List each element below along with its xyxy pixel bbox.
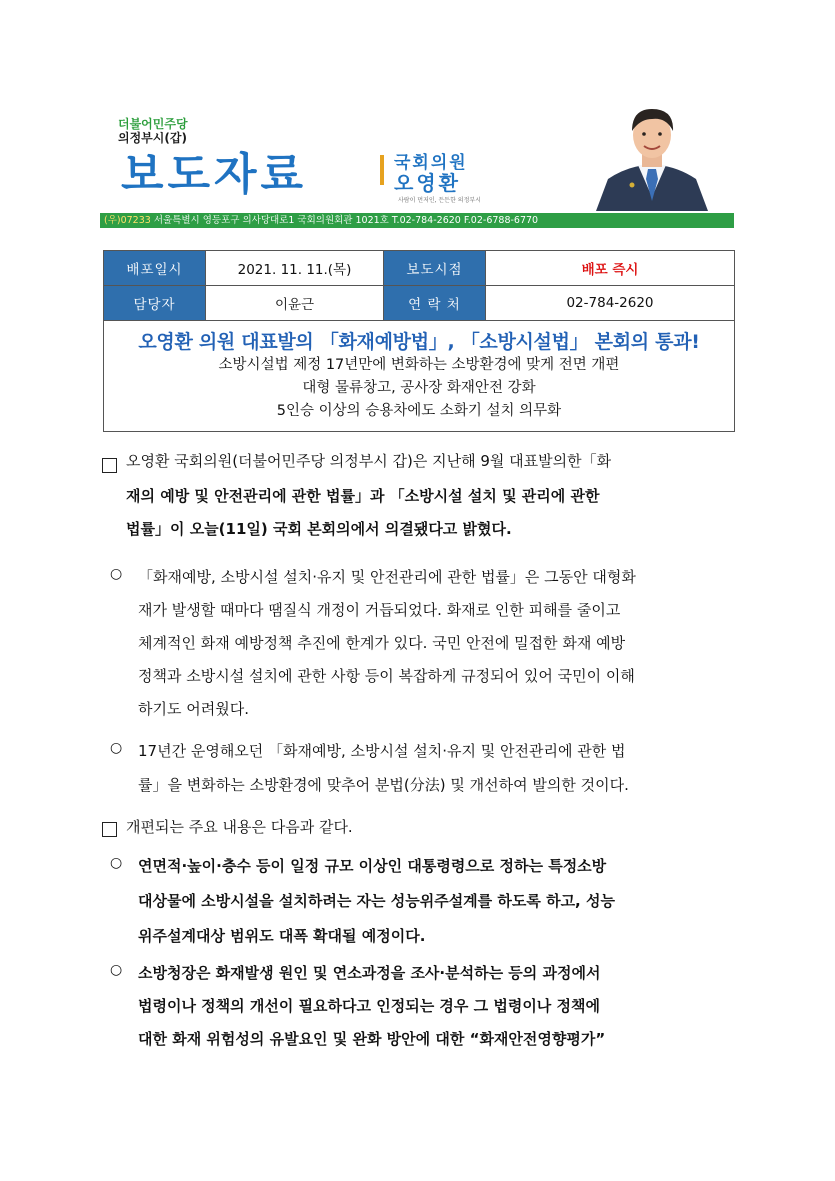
embargo-value: 배포 즉시 — [486, 251, 735, 286]
item-line: 체계적인 화재 예방정책 추진에 한계가 있다. 국민 안전에 밀접한 화재 예방 — [138, 634, 626, 652]
representative-photo — [586, 101, 718, 211]
district-name: 의정부시(갑) — [118, 131, 187, 145]
press-release-title: 보도자료 — [121, 149, 308, 200]
headline-sub: 대형 물류창고, 공사장 화재안전 강화 — [302, 380, 536, 396]
release-info-table — [103, 250, 735, 321]
paragraph-line: 개편되는 주요 내용은 다음과 같다. — [126, 818, 353, 836]
headline-box — [103, 319, 735, 432]
headline-main: 오영환 의원 대표발의 「화재예방법」, 「소방시설법」 본회의 통과! — [138, 331, 700, 353]
item-line: 「화재예방, 소방시설 설치·유지 및 안전관리에 관한 법률」은 그동안 대형화 — [138, 568, 636, 586]
representative-block — [394, 153, 468, 193]
manager-label: 담당자 — [104, 286, 206, 321]
rep-role: 국회의원 — [394, 153, 468, 173]
item-line: 연면적·높이·층수 등이 일정 규모 이상인 대통령령으로 정하는 특정소방 — [138, 857, 607, 875]
office-address: 서울특별시 영등포구 의사당대로1 국회의원회관 1021호 T.02-784-2620 F.02-6788-6770 — [153, 215, 539, 226]
title-divider — [380, 155, 384, 185]
item-line: 대상물에 소방시설을 설치하려는 자는 성능위주설계를 하도록 하고, 성능 — [138, 892, 615, 910]
item-line: 정책과 소방시설 설치에 관한 사항 등이 복잡하게 규정되어 있어 국민이 이해 — [138, 667, 635, 685]
paragraph-line: 재의 예방 및 안전관리에 관한 법률」과 「소방시설 설치 및 관리에 관한 — [126, 487, 600, 505]
paragraph-line: 오영환 국회의원(더불어민주당 의정부시 갑)은 지난해 9월 대표발의한「화 — [126, 452, 612, 470]
circle-bullet-icon: ○ — [110, 740, 123, 756]
contact-value: 02-784-2620 — [486, 286, 735, 321]
item-line: 대한 화재 위험성의 유발요인 및 완화 방안에 대한 “화재안전영향평가” — [138, 1030, 606, 1048]
address-bar — [100, 213, 734, 228]
square-bullet-icon — [102, 822, 117, 837]
slogan: 사람이 먼저인, 든든한 의정부시 — [398, 197, 481, 204]
circle-bullet-icon: ○ — [110, 855, 123, 871]
item-line: 17년간 운영해오던 「화재예방, 소방시설 설치·유지 및 안전관리에 관한 법 — [138, 742, 626, 760]
item-line: 소방청장은 화재발생 원인 및 연소과정을 조사·분석하는 등의 과정에서 — [138, 964, 601, 982]
item-line: 하기도 어려웠다. — [138, 700, 249, 718]
item-line: 위주설계대상 범위도 대폭 확대될 예정이다. — [138, 927, 426, 945]
contact-label: 연 락 처 — [384, 286, 486, 321]
square-bullet-icon — [102, 458, 117, 473]
headline-sub: 5인승 이상의 승용차에도 소화기 설치 의무화 — [276, 403, 562, 419]
party-name: 더불어민주당 — [118, 117, 188, 131]
embargo-label: 보도시점 — [384, 251, 486, 286]
date-label: 배포일시 — [104, 251, 206, 286]
paragraph-line: 법률」이 오늘(11일) 국회 본회의에서 의결됐다고 밝혔다. — [126, 520, 512, 538]
party-logo — [118, 117, 188, 145]
rep-name: 오영환 — [394, 171, 461, 195]
circle-bullet-icon: ○ — [110, 962, 123, 978]
item-line: 법령이나 정책의 개선이 필요하다고 인정되는 경우 그 법령이나 정책에 — [138, 997, 600, 1015]
item-line: 률」을 변화하는 소방환경에 맞추어 분법(分法) 및 개선하여 발의한 것이다. — [138, 776, 629, 794]
circle-bullet-icon: ○ — [110, 566, 123, 582]
date-value: 2021. 11. 11.(목) — [206, 251, 384, 286]
manager-value: 이윤근 — [206, 286, 384, 321]
headline-sub: 소방시설법 제정 17년만에 변화하는 소방환경에 맞게 전면 개편 — [218, 357, 620, 373]
postcode: (우)07233 — [104, 215, 151, 226]
item-line: 재가 발생할 때마다 땜질식 개정이 거듭되었다. 화재로 인한 피해를 줄이고 — [138, 601, 621, 619]
